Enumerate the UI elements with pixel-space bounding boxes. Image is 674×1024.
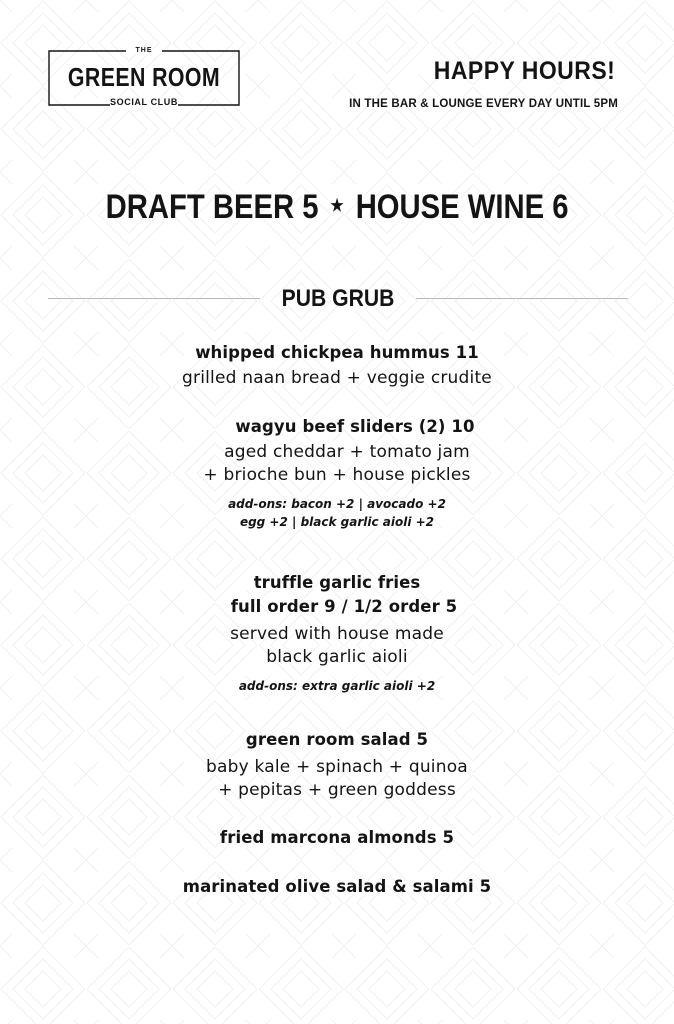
salad-description-1: baby kale + spinach + quinoa [206,757,468,777]
logo-main-text: GREEN ROOM [67,62,221,92]
fries-order-prices: full order 9 / 1/2 order 5 [230,597,458,616]
star-icon: ★ [330,196,344,216]
olives-name: marinated olive salad & salami 5 [182,877,492,896]
house-wine-price: HOUSE WINE 6 [355,188,569,226]
sliders-description-1: aged cheddar + tomato jam [224,442,470,462]
hummus-name: whipped chickpea hummus 11 [195,343,479,362]
almonds-name: fried marcona almonds 5 [219,828,455,847]
sliders-addons-2: egg +2 | black garlic aioli +2 [239,515,435,529]
hummus-description: grilled naan bread + veggie crudite [182,368,492,388]
draft-beer-price: DRAFT BEER 5 [105,188,319,226]
salad-description-2: + pepitas + green goddess [218,780,456,800]
fries-description-1: served with house made [230,624,444,644]
happy-hours-subtitle: IN THE BAR & LOUNGE EVERY DAY UNTIL 5PM [349,98,618,110]
sliders-addons-1: add-ons: bacon +2 | avocado +2 [228,497,446,511]
logo-subtitle: SOCIAL CLUB [110,97,178,107]
section-title-text: PUB GRUB [281,285,395,312]
sliders-name: wagyu beef sliders (2) 10 [235,417,475,436]
happy-hours-title: HAPPY HOURS! [433,57,615,85]
fries-addons: add-ons: extra garlic aioli +2 [238,679,436,693]
fries-description-2: black garlic aioli [266,647,408,667]
logo-the: THE [135,47,153,54]
salad-name: green room salad 5 [245,730,429,749]
sliders-description-2: + brioche bun + house pickles [203,465,471,485]
fries-name: truffle garlic fries [253,573,421,592]
